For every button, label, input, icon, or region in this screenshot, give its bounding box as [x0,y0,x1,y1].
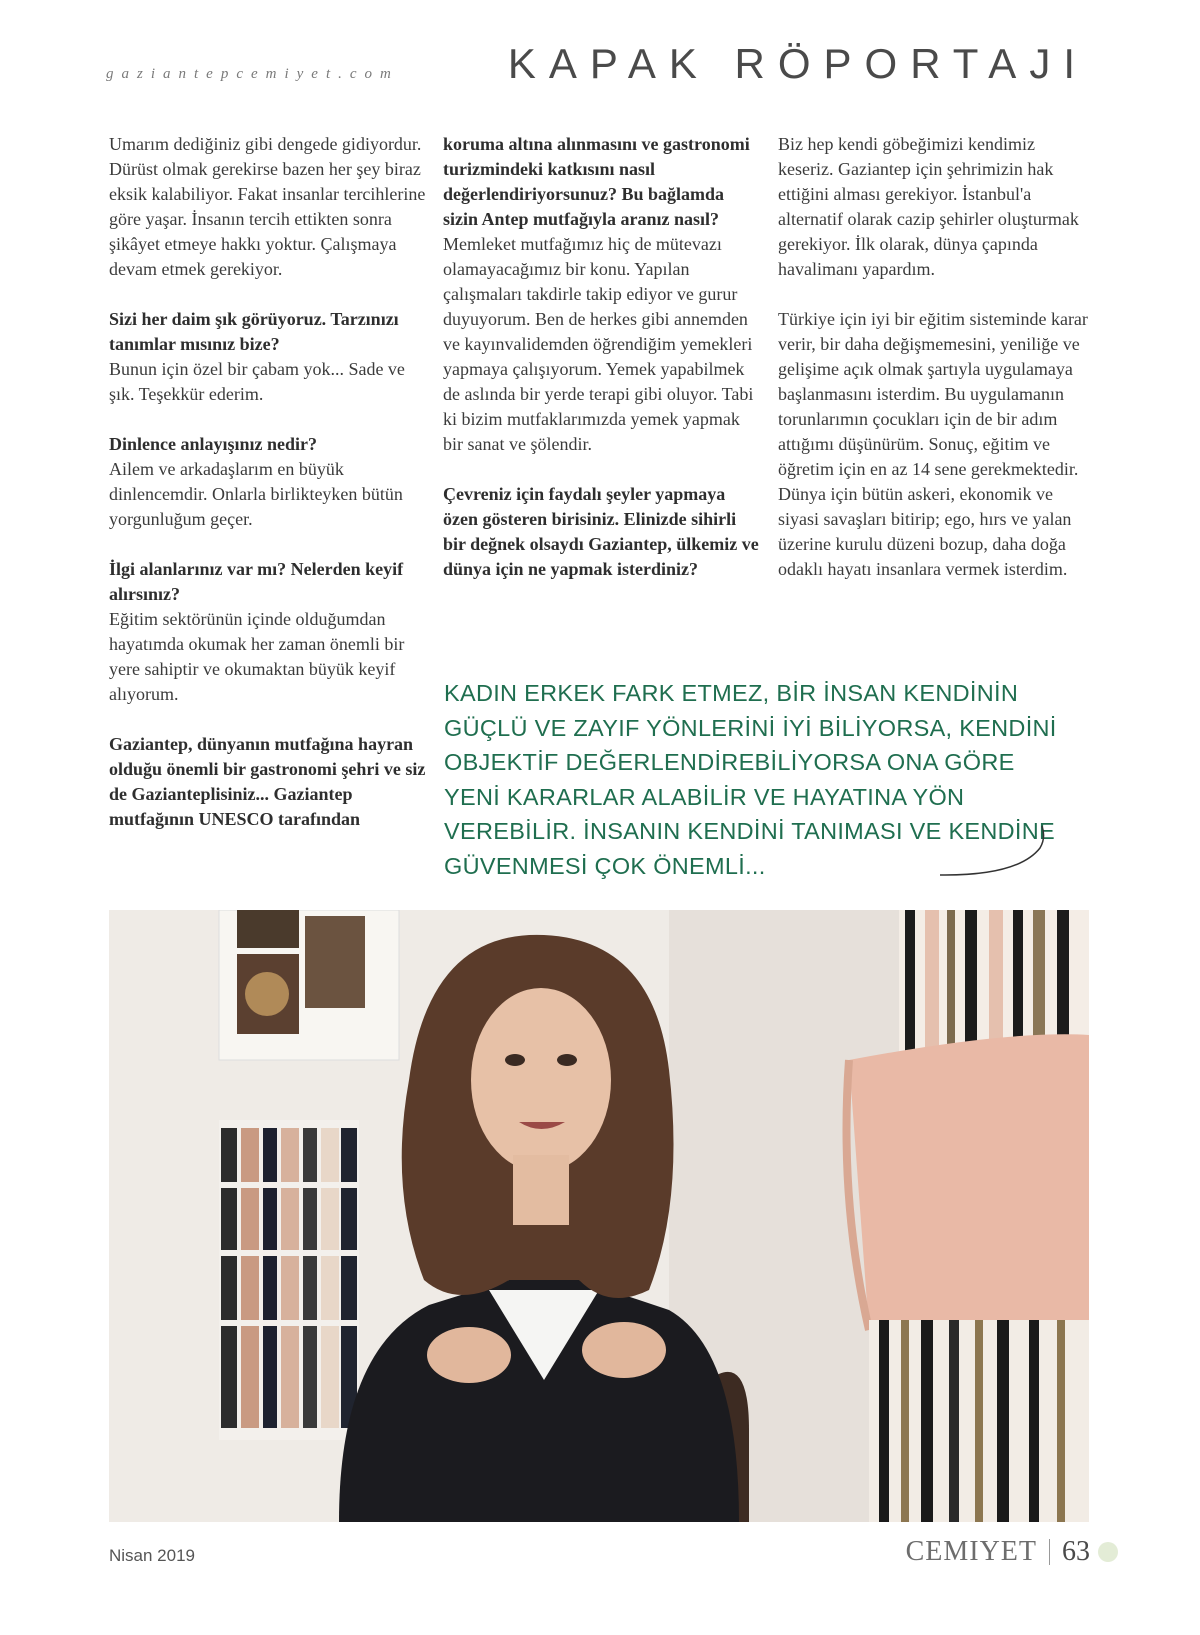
question-text: Sizi her daim şık görüyoruz. Tarzınızı tanımlar mısınız bize? [109,309,399,354]
question-text: Dinlence anlayışınız nedir? [109,434,318,454]
answer-text: Bunun için özel bir çabam yok... Sade ve şık. Teşekkür ederim. [109,359,405,404]
site-url: gaziantepcemiyet.com [106,66,399,82]
paragraph [109,557,427,707]
answer-text: Ailem ve arkadaşlarım en büyük dinlencemdir. Onlarla birlikteyken bütün yorgunluğum geçer. [109,459,403,529]
paragraph [109,132,427,282]
page-dot-decoration [1098,1542,1118,1562]
answer-text: Eğitim sektörünün içinde olduğumdan hayatımda okumak her zaman önemli bir yere sahiptir ve okumaktan büyük keyif alıyorum. [109,609,405,704]
question-text: koruma altına alınmasını ve gastronomi turizmindeki katkısını nasıl değerlendiriyorsunuz? Bu bağlamda sizin Antep mutfağıyla aranız nasıl? [443,134,750,229]
paragraph [109,307,427,407]
paragraph [109,432,427,532]
paragraph [778,307,1090,582]
section-title: KAPAK RÖPORTAJI [507,40,1088,87]
issue-date: Nisan 2019 [109,1546,196,1565]
page-number: 63 [1062,1536,1090,1567]
portrait-photo [109,910,1089,1522]
article-column-3 [778,132,1090,607]
question-text: İlgi alanlarınız var mı? Nelerden keyif alırsınız? [109,559,404,604]
answer-text: Memleket mutfağımız hiç de mütevazı olamayacağımız bir konu. Yapılan çalışmaları takdirle takip ediyor ve gurur duyuyorum. Ben de herkes gibi annemden ve kayınvalidemden öğrendiğim yemekleri yapmaya çalışıyorum. Yemek yapabilmek de aslında bir yerde terapi gibi oluyor. Tabi ki bizim mutfaklarımızda yemek yapmak bir sanat ve şölendir. [443,234,754,454]
paragraph [443,482,761,582]
article-column-1 [109,132,427,857]
brand-divider [1049,1539,1050,1565]
answer-text: Türkiye için iyi bir eğitim sisteminde karar verir, bir daha değişmemesini, yeniliğe ve gelişime açık olmak şartıyla uygulamaya başlanmasını isterdim. Bu uygulamanın torunlarımın çocukları için de bir adım attığımı düşünürüm. Sonuç, eğitim ve öğretim için en az 14 sene gerekmektedir. Dünya için bütün askeri, ekonomik ve siyasi savaşları bitirip; ego, hırs ve yalan üzerine kurulu düzeni bozup, daha doğa odaklı hayatı insanlara vermek isterdim. [778,309,1088,579]
question-text: Gaziantep, dünyanın mutfağına hayran olduğu önemli bir gastronomi şehri ve siz de Gazianteplisiniz... Gaziantep mutfağının UNESCO tarafından [109,734,426,829]
answer-text: Biz hep kendi göbeğimizi kendimiz keseriz. Gaziantep için şehrimizin hak ettiğini alması gerekiyor. İstanbul'a alternatif olarak cazip şehirler oluşturmak gerekiyor. İlk olarak, dünya çapında havalimanı yapardım. [778,134,1079,279]
paragraph [443,132,761,457]
paragraph [109,732,427,832]
paragraph [778,132,1090,282]
quote-curve-decoration [938,818,1048,878]
answer-text: Umarım dediğiniz gibi dengede gidiyordur. Dürüst olmak gerekirse bazen her şey biraz eksik kalabiliyor. Fakat insanlar tercihlerine göre yaşar. İnsanın tercih ettikten sonra şikâyet etmeye hakkı yoktur. Çalışmaya devam etmek gerekiyor. [109,134,426,279]
brand-name: CEMIYET [905,1536,1037,1567]
question-text: Çevreniz için faydalı şeyler yapmaya özen gösteren birisiniz. Elinizde sihirli bir değnek olsaydı Gaziantep, ülkemiz ve dünya için ne yapmak isterdiniz? [443,484,759,579]
pull-quote: KADIN ERKEK FARK ETMEZ, BİR İNSAN KENDİNİN GÜÇLÜ VE ZAYIF YÖNLERİNİ İYİ BİLİYORSA, KENDİNİ OBJEKTİF DEĞERLENDİREBİLİYORSA ONA GÖRE YENİ KARARLAR ALABİLİR VE HAYATINA YÖN VEREBİLİR. İNSANIN KENDİNİ TANIMASI VE KENDİNE GÜVENMESİ ÇOK ÖNEMLİ... [444,680,1057,879]
article-column-2 [443,132,761,607]
footer-brand [906,1536,1090,1568]
